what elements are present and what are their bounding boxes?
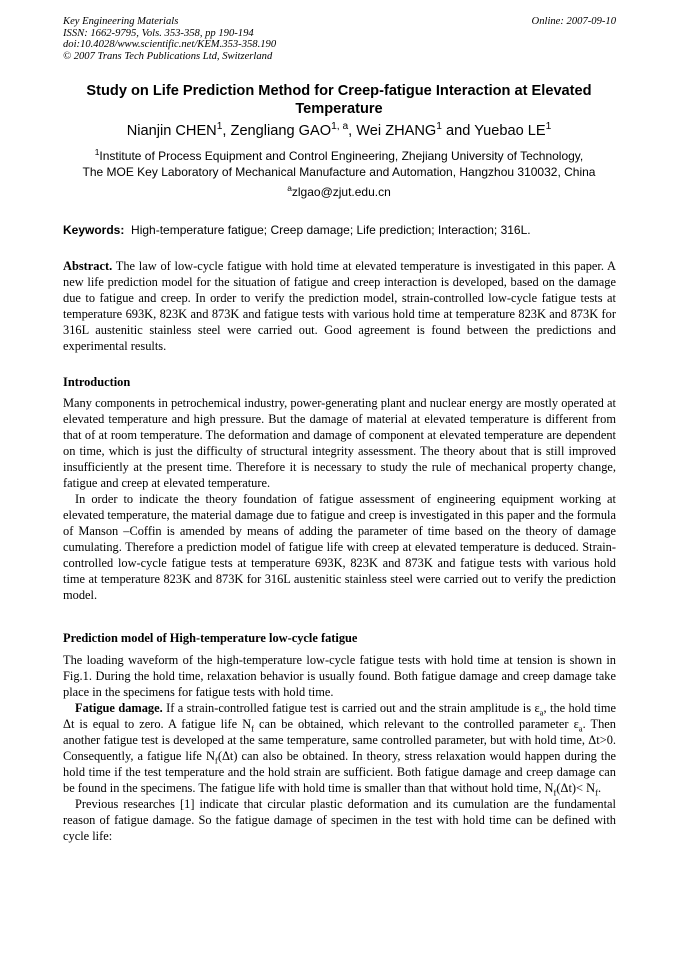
fatigue-damage-label: Fatigue damage. — [75, 701, 163, 715]
journal-header — [63, 16, 616, 62]
affiliation-line-1: Institute of Process Equipment and Control Engineering, Zhejiang University of Technology, — [99, 149, 584, 163]
prediction-body — [63, 652, 616, 844]
abstract-label: Abstract. — [63, 259, 113, 273]
paper-title: Study on Life Prediction Method for Creep-fatigue Interaction at Elevated Temperature — [86, 83, 592, 117]
text-run: (Δt)< N — [556, 781, 596, 795]
abstract-text: The law of low-cycle fatigue with hold time at elevated temperature is investigated in this paper. A new life prediction model for the situation of fatigue and creep interaction is developed, based on the damage due to fatigue and creep. In order to verify the prediction model, strain-controlled low-cycle fatigue tests at temperature 693K, 823K and 873K and fatigue tests with various hold time at temperature 823K and 873K for 316L austenitic stainless steel were carried out. Good agreement is found between the predictions and experimental results. — [63, 259, 616, 353]
keywords — [63, 222, 616, 238]
affiliation-line-2: The MOE Key Laboratory of Mechanical Manufacture and Automation, Hangzhou 310032, China — [82, 165, 596, 179]
email-mark: a — [287, 183, 292, 193]
introduction-paragraph-2: In order to indicate the theory foundation of fatigue assessment of engineering equipment working at elevated temperature, the material damage due to fatigue and creep is investigated in this paper and the formula of Manson –Coffin is amended by means of adding the parameter of time based on the theory of damage cumulating. Therefore a prediction model of fatigue life with creep at elevated temperature is deduced. Strain-controlled low-cycle fatigue tests at temperature 693K, 823K and 873K and fatigue tests with various hold time at temperature 823K and 873K for 316L austenitic stainless steel were carried out to verify the prediction model. — [63, 492, 616, 602]
text-run: can be obtained, which relevant to the controlled parameter ε — [254, 717, 579, 731]
journal-copyright: © 2007 Trans Tech Publications Ltd, Switzerland — [63, 50, 273, 62]
author-list — [40, 122, 638, 140]
author-name: Nianjin CHEN — [126, 123, 217, 139]
keywords-text: High-temperature fatigue; Creep damage; Life prediction; Interaction; 316L. — [131, 223, 531, 237]
author-affil-mark: 1, a — [331, 121, 349, 133]
text-run: . — [597, 781, 602, 795]
author-separator: , — [348, 123, 357, 139]
prediction-paragraph-1: The loading waveform of the high-temperature low-cycle fatigue tests with hold time at tension is shown in Fig.1. During the hold time, relaxation behavior is usually found. Both fatigue damage and creep damage take place in the specimens for fatigue tests with hold time. — [63, 653, 616, 699]
introduction-paragraph-1: Many components in petrochemical industry, power-generating plant and nuclear energy are mostly operated at elevated temperature and high pressure. But the damage of material at elevated temperature is different from that of at room temperature. The deformation and damage of component at elevated temperature are dependent on time, which is just the difficulty of structural integrity assessment. The theory about that is still improved insufficiently at the present time. Therefore it is necessary to study the rule of mechanical property change, fatigue and creep at elevated temperature. — [63, 396, 616, 490]
email-address[interactable]: zlgao@zjut.edu.cn — [291, 185, 391, 199]
author-affil-mark: 1 — [436, 121, 442, 133]
introduction-body — [63, 395, 616, 603]
author-name: Wei ZHANG — [356, 123, 437, 139]
corresponding-email — [40, 184, 638, 200]
text-run: (Δt) can also be obtained. In theory, stress relaxation would happen during the hold time if the test temperature and the hold strain are sufficient. Both fatigue damage and creep damage can be found in the specimens. The fatigue life with hold time is smaller than that without hold time, N — [63, 749, 617, 795]
subscript: f — [595, 787, 598, 798]
affiliation-mark: 1 — [94, 147, 100, 157]
journal-issn: ISSN: 1662-9795, Vols. 353-358, pp 190-194 — [63, 27, 254, 39]
subscript: f — [251, 723, 255, 734]
subscript: a — [578, 723, 583, 734]
author-separator: , — [222, 123, 231, 139]
section-heading-prediction-model: Prediction model of High-temperature low-cycle fatigue — [63, 631, 358, 645]
author-affil-mark: 1 — [216, 121, 223, 133]
author-affil-mark: 1 — [545, 121, 552, 133]
online-date: Online: 2007-09-10 — [531, 16, 616, 27]
text-run: , the hold time Δt is equal to zero. A fatigue life N — [63, 701, 616, 731]
journal-doi[interactable]: doi:10.4028/www.scientific.net/KEM.353-358.190 — [63, 39, 277, 50]
abstract — [63, 258, 616, 354]
keywords-label: Keywords: — [63, 223, 125, 237]
subscript: a — [539, 707, 544, 718]
journal-name: Key Engineering Materials — [63, 16, 179, 27]
author-name: Zengliang GAO — [230, 123, 332, 139]
prediction-paragraph-2 — [63, 700, 616, 796]
prediction-paragraph-3: Previous researches [1] indicate that circular plastic deformation and its cumulation are the fundamental reason of fatigue damage. So the fatigue damage of specimen in the test with hold time can be defined with cycle life: — [63, 797, 616, 843]
section-heading-introduction: Introduction — [63, 375, 131, 389]
author-name: Yuebao LE — [474, 123, 546, 139]
subscript: f — [214, 755, 218, 766]
author-separator: and — [441, 123, 475, 139]
subscript: f — [553, 787, 557, 798]
text-run: If a strain-controlled fatigue test is carried out and the strain amplitude is ε — [166, 701, 540, 715]
affiliation — [40, 148, 638, 180]
text-run: . Then another fatigue test is developed at the same temperature, same controlled parameter, but with hold time, Δt>0. Consequently, a fatigue life N — [63, 717, 616, 763]
